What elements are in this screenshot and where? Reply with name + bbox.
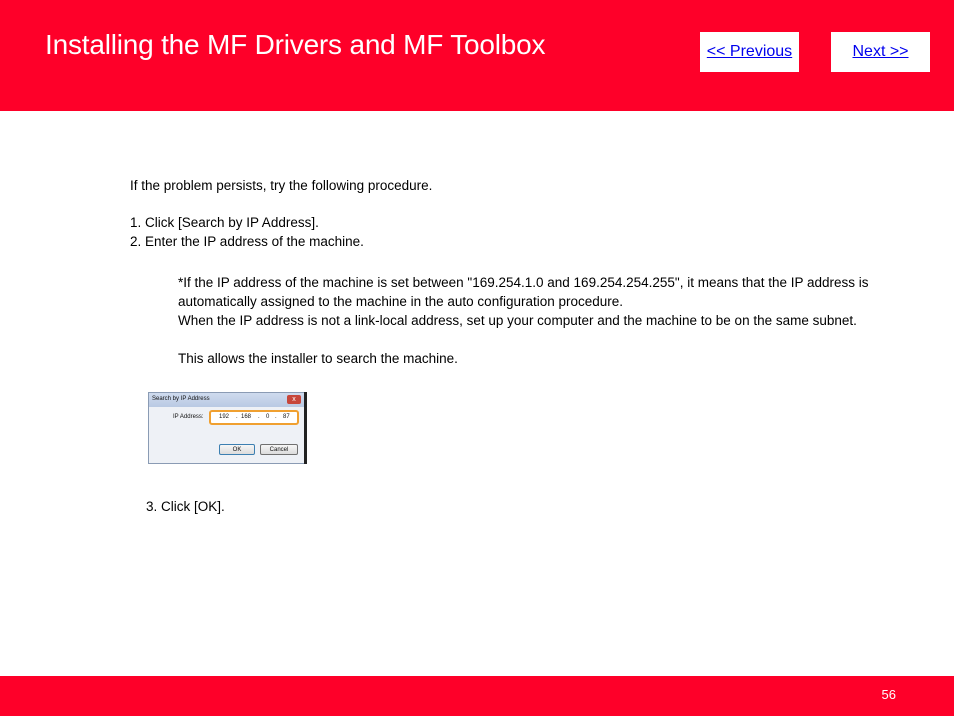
ip-address-label: IP Address: xyxy=(173,414,204,420)
ip-octet-3: 0 xyxy=(266,414,270,420)
ip-octet-2: 168 xyxy=(241,414,252,420)
ip-separator-dot: . xyxy=(275,414,277,420)
dialog-edge xyxy=(304,392,307,464)
footer-bar xyxy=(0,676,954,716)
previous-button[interactable] xyxy=(700,32,799,72)
ip-octet-1: 192 xyxy=(219,414,230,420)
dialog-ok-button: OK xyxy=(219,444,255,455)
page-number: 56 xyxy=(881,687,896,702)
intro-text: If the problem persists, try the following procedure. xyxy=(130,178,433,193)
dialog-titlebar xyxy=(149,393,305,407)
note-paragraph-1: *If the IP address of the machine is set between "169.254.1.0 and 169.254.254.255", it means that the IP address is automatically assigned to the machine in the auto configuration procedure. xyxy=(178,275,869,309)
dialog-cancel-button: Cancel xyxy=(260,444,298,455)
header-bar xyxy=(0,0,954,111)
dialog-title: Search by IP Address xyxy=(152,396,210,402)
ip-address-field xyxy=(209,410,299,425)
next-button[interactable] xyxy=(831,32,930,72)
step-1-text: 1. Click [Search by IP Address]. xyxy=(130,215,319,230)
page-title: Installing the MF Drivers and MF Toolbox xyxy=(45,29,546,60)
note-paragraph-2: When the IP address is not a link-local address, set up your computer and the machine to be on the same subnet. xyxy=(178,313,857,328)
note-paragraph-3: This allows the installer to search the machine. xyxy=(178,351,458,366)
next-link[interactable]: Next >> xyxy=(852,43,909,60)
ip-separator-dot: . xyxy=(236,414,238,420)
step-2-text: 2. Enter the IP address of the machine. xyxy=(130,234,364,249)
step-3-text: 3. Click [OK]. xyxy=(146,499,225,514)
ip-separator-dot: . xyxy=(258,414,260,420)
ip-octet-4: 87 xyxy=(283,414,290,420)
search-by-ip-dialog-screenshot xyxy=(148,392,306,464)
previous-link[interactable]: << Previous xyxy=(706,43,793,60)
close-icon: x xyxy=(287,395,301,404)
